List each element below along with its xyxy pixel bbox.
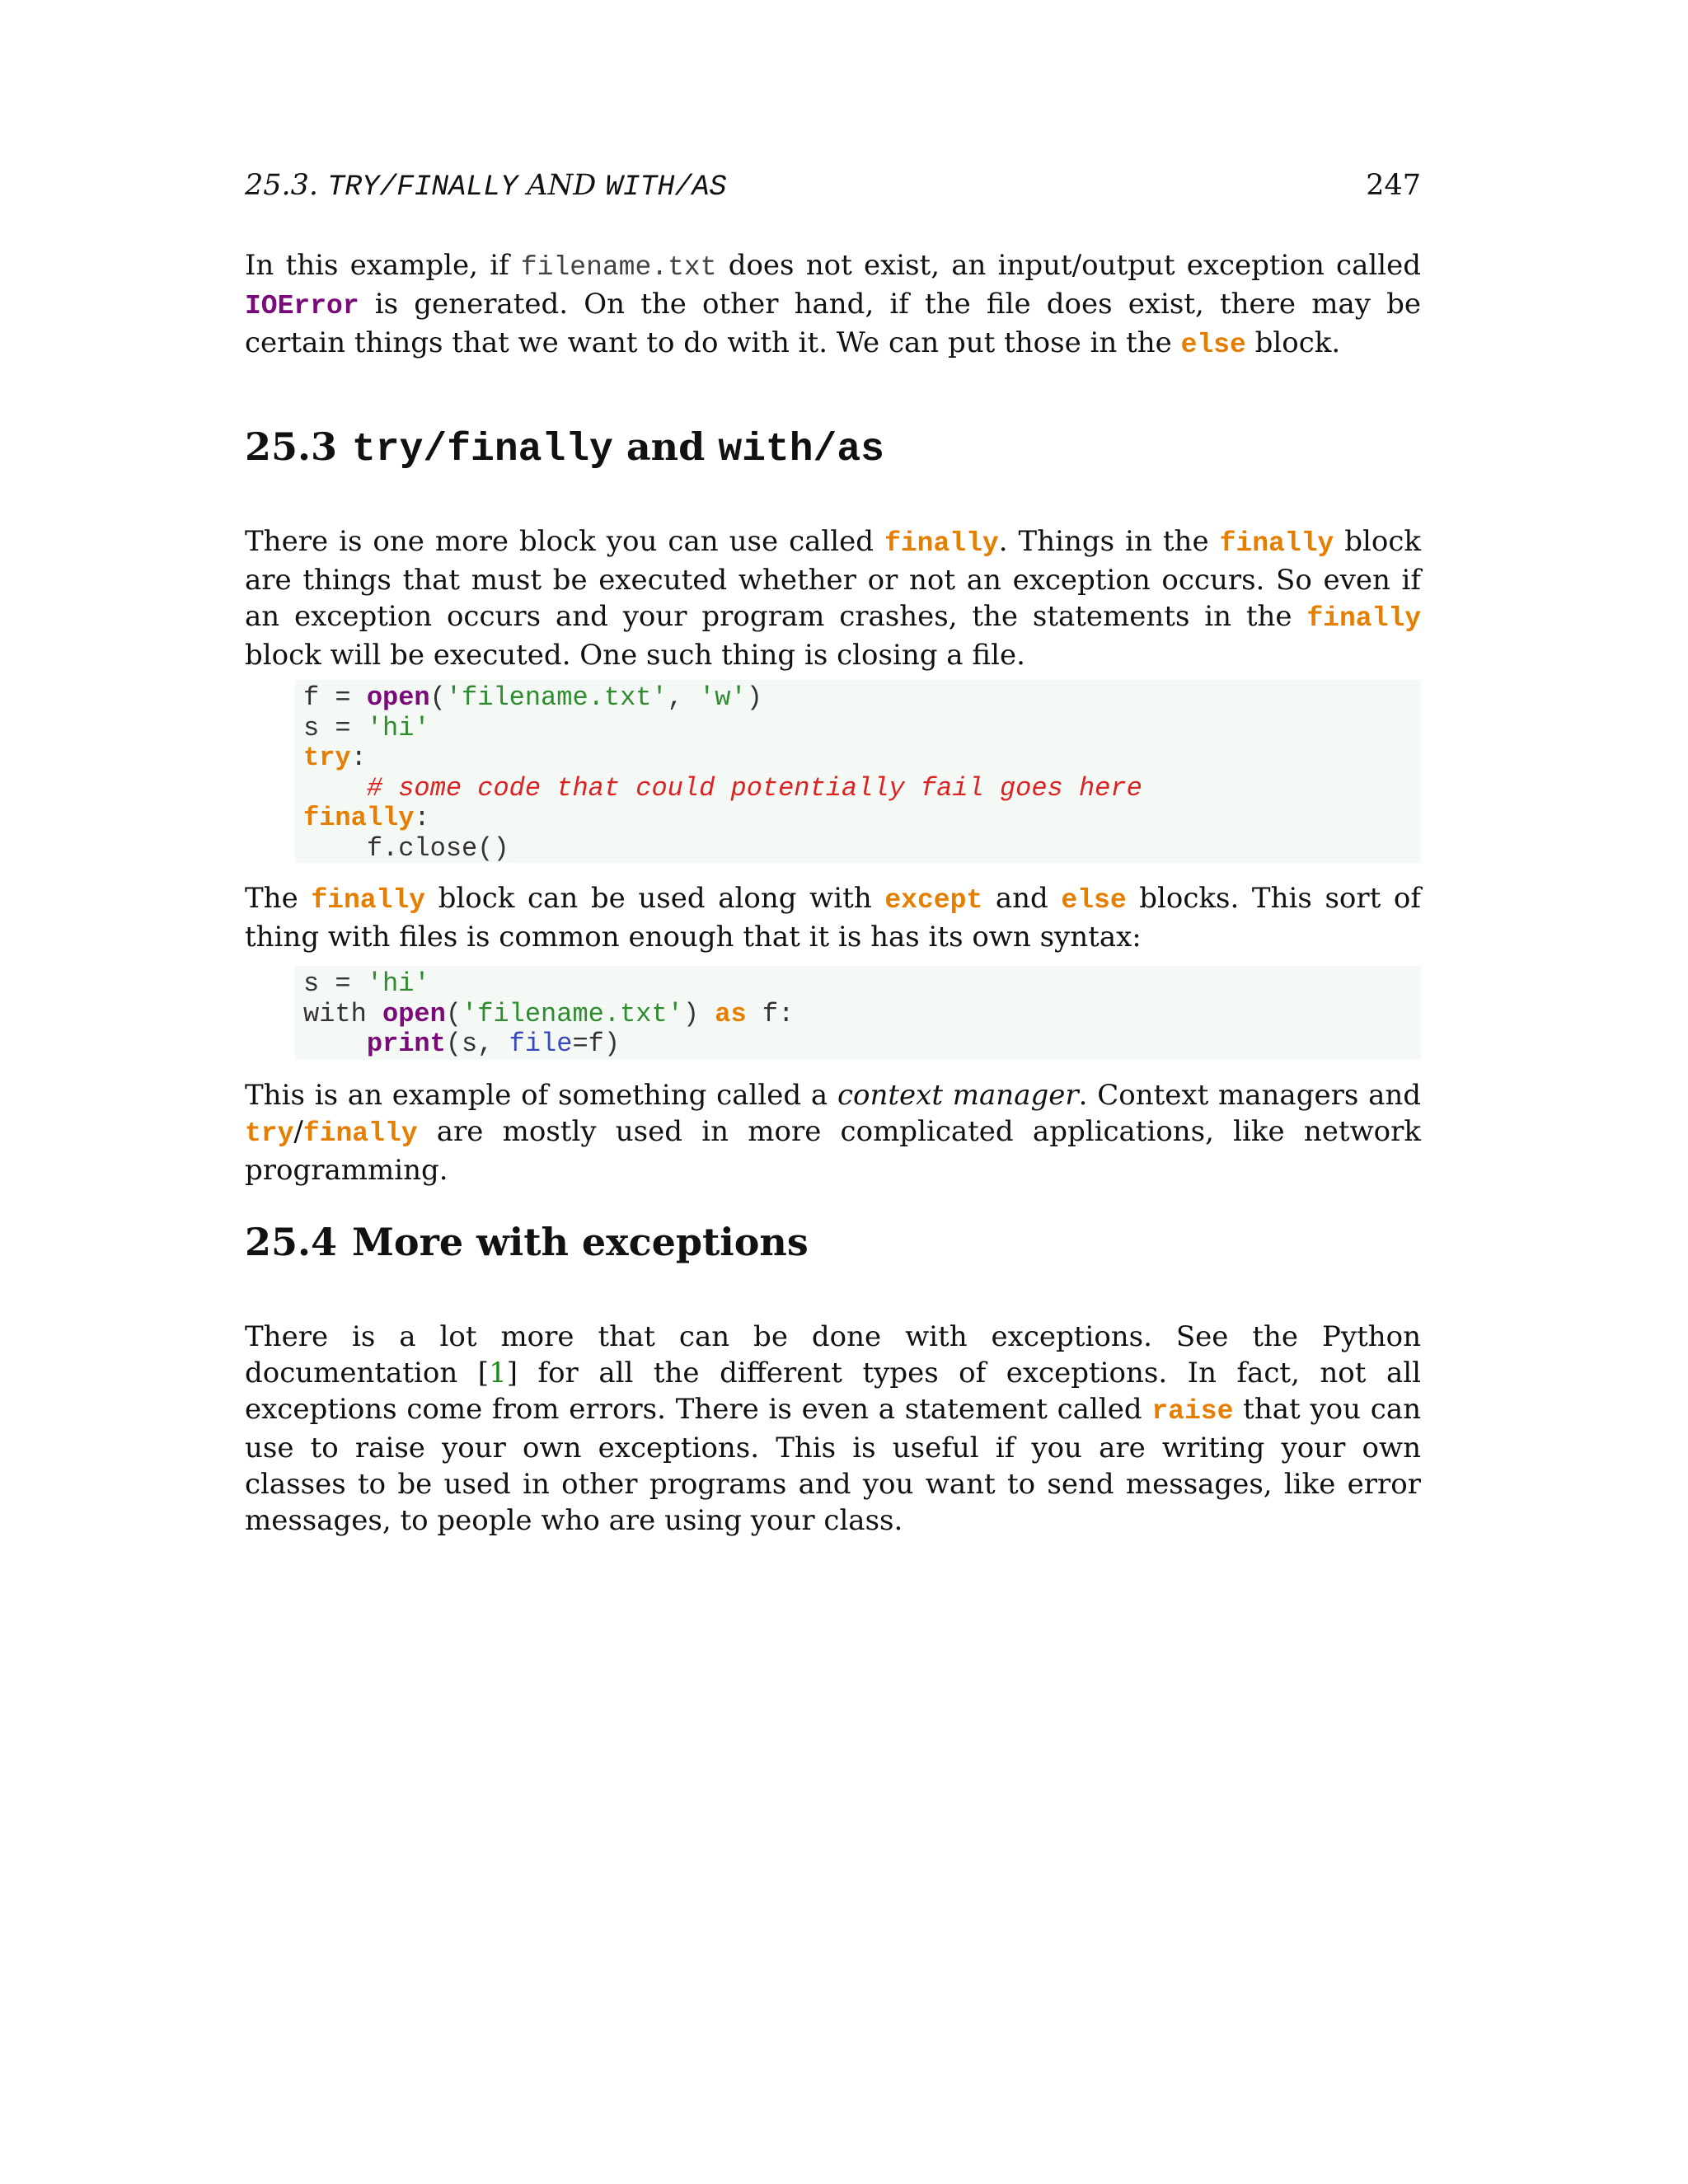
- section-title-text: More with exceptions: [352, 1220, 809, 1264]
- code-line: f.close(): [366, 832, 509, 864]
- inline-code-keyword: finally: [884, 528, 999, 559]
- inline-code-builtin: IOError: [245, 291, 359, 321]
- inline-code-keyword: else: [1061, 885, 1127, 916]
- citation-link[interactable]: 1: [489, 1357, 507, 1390]
- running-header: [245, 169, 1421, 210]
- text: . Context managers and: [1078, 1079, 1422, 1112]
- header-title-part-3: WITH/AS: [605, 171, 727, 204]
- code-line: f = open('filename.txt', 'w'): [303, 682, 762, 713]
- paragraph-with-syntax: [245, 880, 1421, 955]
- inline-code-keyword: finally: [1219, 528, 1334, 559]
- text: block can be used along with: [424, 882, 885, 915]
- inline-code-keyword: finally: [302, 1118, 418, 1149]
- text: blocks. This sort of thing with files is common enough that it is has its own syntax:: [245, 882, 1421, 954]
- code-block-try-finally: [295, 680, 1421, 863]
- code-line: s = 'hi': [303, 968, 430, 999]
- inline-code-keyword: finally: [1306, 603, 1421, 634]
- text: . Things in the: [998, 525, 1220, 558]
- section-number: 25.3: [245, 424, 338, 469]
- inline-code-keyword: else: [1180, 330, 1246, 360]
- inline-code-keyword: finally: [311, 885, 425, 916]
- emphasis: context manager: [837, 1079, 1079, 1112]
- paragraph-context-manager: [245, 1077, 1421, 1188]
- section-heading-25-3: [245, 424, 884, 472]
- text: There is a lot more that can be done with exceptions. See the Python documentation [: [245, 1320, 1421, 1390]
- code-line: with open('filename.txt') as f:: [303, 998, 795, 1029]
- header-title-part-2: AND: [518, 169, 606, 202]
- inline-code-keyword: raise: [1151, 1396, 1234, 1427]
- text: block will be executed. One such thing is closing a file.: [245, 639, 1025, 672]
- paragraph-ioerror: [245, 247, 1421, 363]
- text: and: [982, 882, 1062, 915]
- page-number: 247: [1366, 169, 1421, 202]
- section-number: 25.4: [245, 1220, 338, 1264]
- text: is generated. On the other hand, if the file does exist, there may be certain things that we want to do with it. We can put those in the: [245, 288, 1421, 359]
- text: ] for all the different types of exceptions. In fact, not all exceptions come from errors. There is even a statement called: [245, 1357, 1421, 1426]
- section-title-text: and: [612, 424, 719, 469]
- section-title-code: try/finally: [352, 428, 613, 472]
- header-section-number: 25.3.: [245, 169, 319, 202]
- text: There is one more block you can use called: [245, 525, 885, 558]
- inline-code-keyword: try: [245, 1118, 294, 1149]
- paragraph-finally: [245, 523, 1421, 673]
- code-line: # some code that could potentially fail goes here: [366, 772, 1142, 804]
- inline-code: filename.txt: [520, 252, 717, 283]
- text: block are things that must be executed whether or not an exception occurs. So even if an exception occurs and your program crashes, the statements in the: [245, 525, 1421, 633]
- code-line: print(s, file=f): [366, 1029, 621, 1059]
- text: /: [293, 1115, 303, 1148]
- text: This is an example of something called a: [245, 1079, 837, 1112]
- text: are mostly used in more complicated applications, like network programming.: [245, 1115, 1421, 1187]
- text: In this example, if: [245, 249, 521, 282]
- paragraph-more-exceptions: [245, 1319, 1421, 1539]
- text: The: [245, 882, 312, 915]
- inline-code-keyword: except: [884, 885, 983, 916]
- section-title-code: with/as: [718, 428, 884, 472]
- code-line: s = 'hi': [303, 712, 430, 743]
- code-line: try:: [303, 743, 367, 773]
- text: does not exist, an input/output exception called: [716, 249, 1421, 282]
- code-block-with-as: [295, 966, 1421, 1060]
- section-heading-25-4: [245, 1220, 809, 1264]
- text: that you can use to raise your own exceptions. This is useful if you are writing your own classes to be used in other programs and you want to send messages, like error messages, to people who are using your class.: [245, 1393, 1422, 1537]
- header-title-part-1: TRY/FINALLY: [327, 171, 518, 204]
- text: block.: [1245, 326, 1341, 359]
- code-line: finally:: [303, 803, 430, 833]
